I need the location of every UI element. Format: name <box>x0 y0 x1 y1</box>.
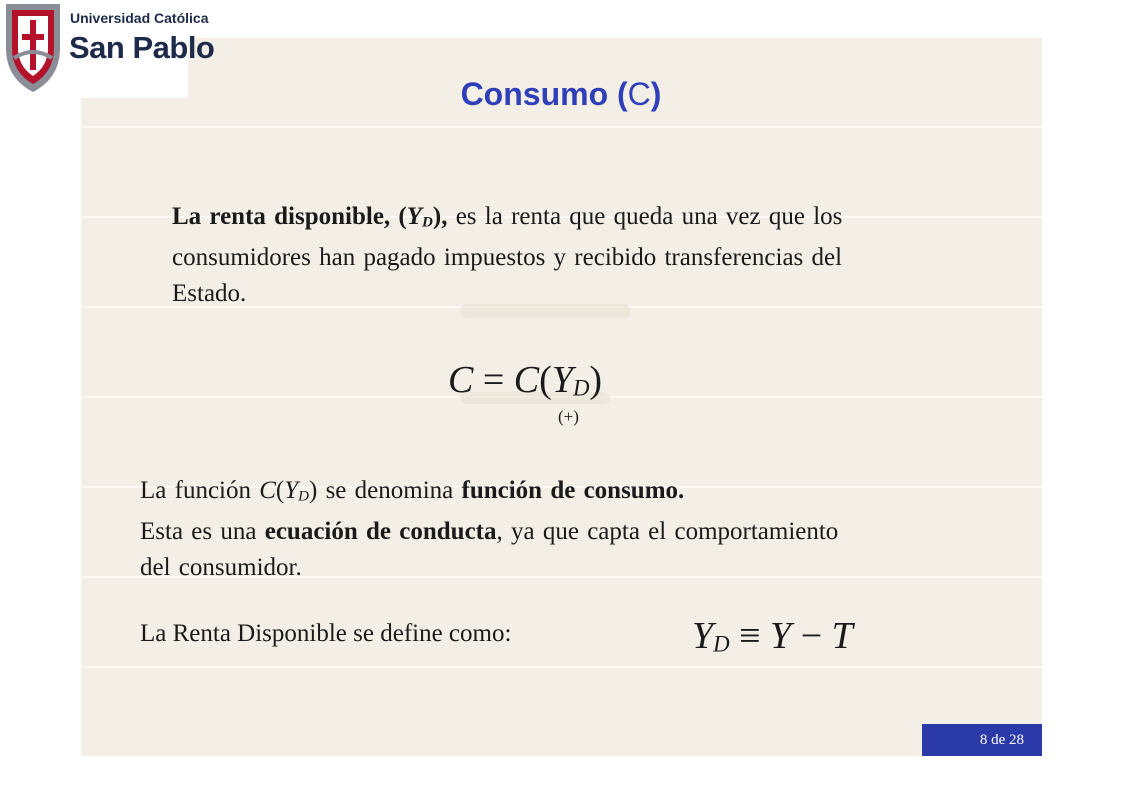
positive-sign-note: (+) <box>558 407 579 426</box>
page-number-badge: 8 de 28 <box>922 724 1042 756</box>
disposable-income-label: La Renta Disponible se define como: <box>140 620 512 647</box>
logo-campus-name: San Pablo <box>69 30 215 65</box>
background-rule <box>81 126 1042 128</box>
consumption-equation: $C = C(Y_D)$ <box>448 359 603 401</box>
disposable-income-identity: $Y_D \equiv Y - T$ <box>692 615 853 657</box>
consumption-function-text: La función $C(Y_D)$ se denomina función de consumo. Esta es una ecuación de conducta, ya que capta el comportamiento del consumidor. <box>140 477 839 582</box>
background-rule <box>81 666 1042 668</box>
logo-university-name: Universidad Católica <box>70 10 209 26</box>
disposable-income-definition: La renta disponible, $(Y_D)$, es la renta que queda una vez que los consumidores han pagado impuestos y recibido transferencias del Estado. <box>172 203 843 308</box>
page-title: Consumo (C) <box>460 76 662 112</box>
